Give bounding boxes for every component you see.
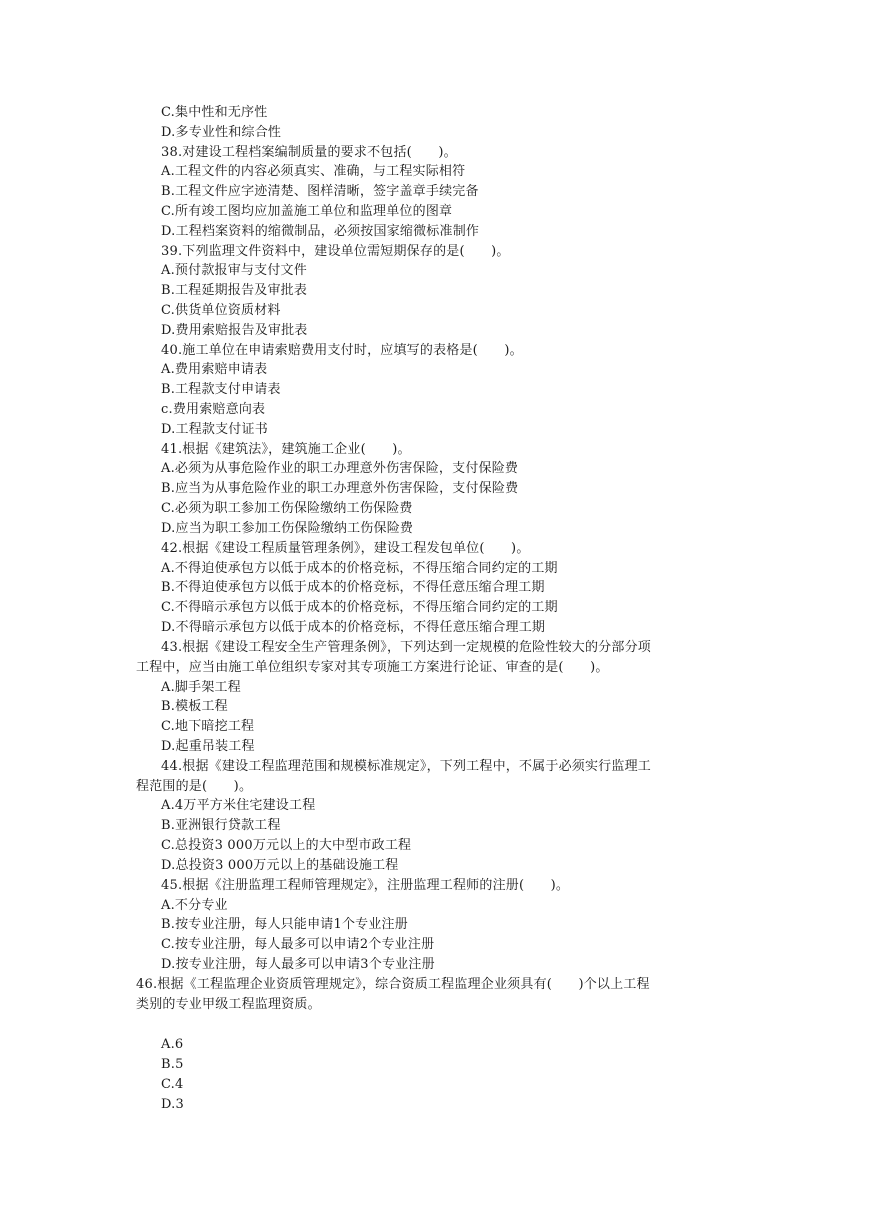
option-c: C.供货单位资质材料 xyxy=(161,303,281,318)
option-a: A.工程文件的内容必须真实、准确，与工程实际相符 xyxy=(161,164,466,179)
option-d: D.起重吊装工程 xyxy=(161,739,255,754)
question-38: 38.对建设工程档案编制质量的要求不包括( )。 xyxy=(161,145,457,160)
question-44: 44.根据《建设工程监理范围和规模标准规定》，下列工程中，不属于必须实行监理工 xyxy=(161,759,651,774)
question-41: 41.根据《建筑法》，建筑施工企业( )。 xyxy=(161,442,411,457)
option-d: D.工程款支付证书 xyxy=(161,422,268,437)
question-44-cont: 程范围的是( )。 xyxy=(136,779,253,794)
option-a: A.不分专业 xyxy=(161,898,228,913)
option-a: A.4万平方米住宅建设工程 xyxy=(161,798,316,813)
question-46: 46.根据《工程监理企业资质管理规定》，综合资质工程监理企业须具有( )个以上工程 xyxy=(136,977,650,992)
question-43: 43.根据《建设工程安全生产管理条例》，下列达到一定规模的危险性较大的分部分项 xyxy=(161,640,651,655)
option-b: B.工程文件应字迹清楚、图样清晰，签字盖章手续完备 xyxy=(161,184,479,199)
option-c: c.费用索赔意向表 xyxy=(161,402,266,417)
option-b: B.不得迫使承包方以低于成本的价格竞标，不得任意压缩合理工期 xyxy=(161,580,545,595)
option-b: B.亚洲银行贷款工程 xyxy=(161,818,281,833)
option-a: A.不得迫使承包方以低于成本的价格竞标，不得压缩合同约定的工期 xyxy=(161,561,558,576)
option-b: B.5 xyxy=(161,1057,184,1072)
option-a: A.脚手架工程 xyxy=(161,680,241,695)
option-a: A.必须为从事危险作业的职工办理意外伤害保险，支付保险费 xyxy=(161,461,519,476)
option-c: C.4 xyxy=(161,1077,184,1092)
option-c: C.必须为职工参加工伤保险缴纳工伤保险费 xyxy=(161,501,413,516)
text-line: D.多专业性和综合性 xyxy=(161,125,282,140)
question-46-cont: 类别的专业甲级工程监理资质。 xyxy=(136,997,321,1012)
question-45: 45.根据《注册监理工程师管理规定》，注册监理工程师的注册( )。 xyxy=(161,878,570,893)
option-d: D.费用索赔报告及审批表 xyxy=(161,323,308,338)
option-d: D.按专业注册，每人最多可以申请3个专业注册 xyxy=(161,957,435,972)
question-39: 39.下列监理文件资料中，建设单位需短期保存的是( )。 xyxy=(161,244,510,259)
option-c: C.所有竣工图均应加盖施工单位和监理单位的图章 xyxy=(161,204,453,219)
option-c: C.按专业注册，每人最多可以申请2个专业注册 xyxy=(161,937,435,952)
option-d: D.不得暗示承包方以低于成本的价格竞标，不得任意压缩合理工期 xyxy=(161,620,546,635)
question-42: 42.根据《建设工程质量管理条例》，建设工程发包单位( )。 xyxy=(161,541,530,556)
option-b: B.按专业注册，每人只能申请1个专业注册 xyxy=(161,917,408,932)
option-d: D.应当为职工参加工伤保险缴纳工伤保险费 xyxy=(161,521,414,536)
option-d: D.3 xyxy=(161,1097,184,1112)
option-a: A.6 xyxy=(161,1037,184,1052)
option-a: A.费用索赔申请表 xyxy=(161,362,268,377)
option-d: D.总投资3 000万元以上的基础设施工程 xyxy=(161,858,399,873)
question-40: 40.施工单位在申请索赔费用支付时，应填写的表格是( )。 xyxy=(161,343,523,358)
option-d: D.工程档案资料的缩微制品，必须按国家缩微标准制作 xyxy=(161,224,480,239)
option-b: B.工程款支付申请表 xyxy=(161,382,281,397)
option-c: C.地下暗挖工程 xyxy=(161,719,255,734)
option-b: B.应当为从事危险作业的职工办理意外伤害保险，支付保险费 xyxy=(161,481,519,496)
option-b: B.工程延期报告及审批表 xyxy=(161,283,308,298)
text-line: C.集中性和无序性 xyxy=(161,105,268,120)
option-a: A.预付款报审与支付文件 xyxy=(161,263,307,278)
option-c: C.不得暗示承包方以低于成本的价格竞标，不得压缩合同约定的工期 xyxy=(161,600,558,615)
option-c: C.总投资3 000万元以上的大中型市政工程 xyxy=(161,838,412,853)
question-43-cont: 工程中，应当由施工单位组织专家对其专项施工方案进行论证、审查的是( )。 xyxy=(136,660,609,675)
option-b: B.模板工程 xyxy=(161,699,228,714)
